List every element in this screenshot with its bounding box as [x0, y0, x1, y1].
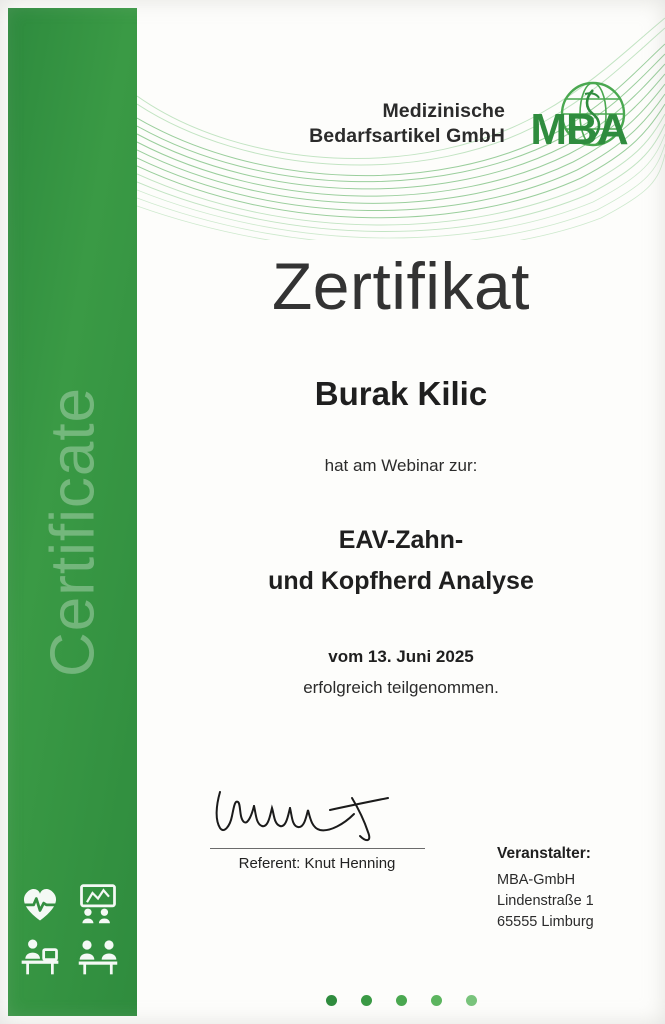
- person-at-desk-icon: [18, 934, 62, 978]
- organizer-line: Lindenstraße 1: [497, 893, 594, 910]
- organizer-line: MBA-GmbH: [497, 872, 576, 888]
- company-name-line-1: Medizinische: [382, 100, 505, 123]
- intro-line: hat am Webinar zur:: [324, 456, 478, 475]
- company-logo: [309, 78, 647, 170]
- organizer-heading: Veranstalter:: [497, 845, 591, 862]
- consultation-icon: [76, 934, 120, 978]
- mba-monogram: MBA: [530, 105, 628, 154]
- topic-title: [137, 520, 665, 603]
- organizer-line: 65555 Limburg: [497, 914, 594, 931]
- closing-line: erfolgreich teilgenommen.: [303, 678, 499, 697]
- recipient-name: Burak Kilic: [314, 375, 488, 412]
- topic-line-2: und Kopfherd Analyse: [268, 567, 534, 596]
- signature-caption: Referent: Knut Henning: [238, 855, 396, 872]
- handwritten-signature-icon: [202, 780, 432, 846]
- heartbeat-icon: [18, 882, 62, 926]
- organizer-block: [497, 845, 647, 933]
- event-date: vom 13. Juni 2025: [328, 647, 474, 666]
- certificate-title: Zertifikat: [271, 249, 531, 323]
- sidebar-icon-group: [18, 882, 128, 978]
- signature-rule: [210, 848, 425, 849]
- signature-block: [177, 780, 457, 872]
- topic-line-1: EAV-Zahn-: [338, 526, 464, 554]
- company-name: [309, 99, 505, 149]
- mba-logo-mark: [511, 78, 647, 170]
- certificate-watermark-word: Certificate: [38, 387, 107, 678]
- presentation-teacher-icon: [76, 882, 120, 926]
- left-green-band: [8, 8, 137, 1016]
- company-name-line-2: Bedarfsartikel GmbH: [309, 125, 505, 147]
